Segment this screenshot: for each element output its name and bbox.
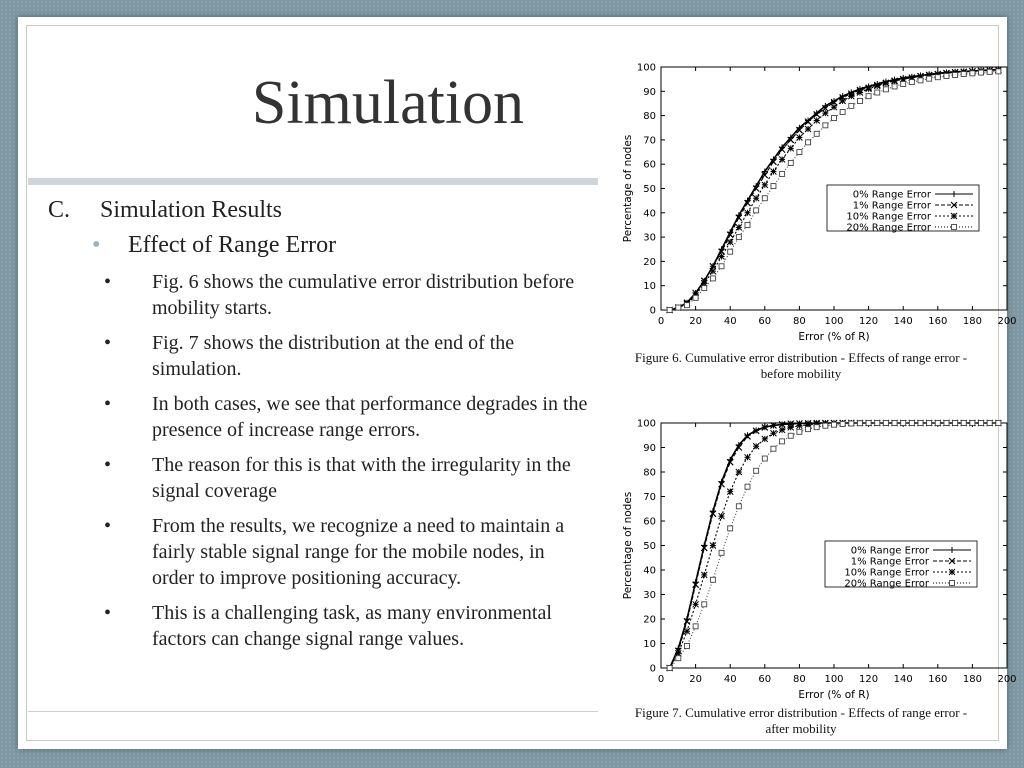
fig6-series-20pct-range-error-point (771, 184, 776, 189)
fig7-legend-label-1pct-range-error: 1% Range Error (850, 556, 929, 568)
fig6-series-20pct-range-error-point (736, 235, 741, 240)
bullet-item (48, 391, 588, 443)
figure-7 (595, 393, 1017, 737)
fig7-y-tick-label: 30 (643, 590, 656, 601)
figure-7-chart (595, 393, 1017, 705)
bullet-item (48, 269, 588, 321)
fig6-y-tick-label: 60 (643, 159, 656, 171)
fig6-series-10pct-range-error-point (753, 195, 759, 201)
fig6-series-20pct-range-error-point (832, 116, 837, 121)
fig7-series-20pct-range-error-point (771, 446, 776, 451)
fig6-y-axis-label: Percentage of nodes (622, 134, 634, 243)
fig6-legend-label-1pct-range-error: 1% Range Error (852, 200, 931, 212)
fig6-y-tick-label: 90 (643, 86, 656, 98)
fig7-series-20pct-range-error-point (745, 484, 750, 489)
fig7-series-10pct-range-error-point (779, 427, 785, 433)
section-heading (48, 197, 588, 224)
fig6-series-20pct-range-error-point (883, 87, 888, 92)
fig7-series-20pct-range-error-point (979, 421, 984, 426)
fig6-legend-label-0pct-range-error: 0% Range Error (852, 189, 931, 201)
fig6-series-10pct-range-error-point (788, 145, 794, 151)
fig7-x-tick-label: 100 (824, 674, 844, 685)
fig6-series-10pct-range-error-point (796, 134, 802, 140)
fig7-series-20pct-range-error-point (702, 602, 707, 607)
fig7-y-tick-label: 80 (643, 467, 656, 479)
fig6-x-tick-label: 100 (824, 316, 844, 327)
fig6-y-tick-label: 30 (643, 232, 656, 244)
bullet-glyph: • (104, 515, 112, 537)
fig6-series-10pct-range-error-point (727, 239, 733, 245)
fig7-series-20pct-range-error-point (866, 421, 871, 426)
fig6-series-20pct-range-error-point (814, 131, 819, 136)
fig7-series-10pct-range-error-point (719, 513, 725, 519)
section-number: C. (48, 197, 71, 223)
fig6-series-10pct-range-error-point (866, 86, 872, 92)
fig6-series-20pct-range-error-point (857, 99, 862, 104)
fig7-y-tick-label: 10 (643, 639, 656, 650)
fig6-series-20pct-range-error-point (849, 103, 854, 108)
fig7-series-10pct-range-error-point (770, 430, 776, 436)
fig6-series-20pct-range-error-point (676, 305, 681, 310)
fig6-x-tick-label: 0 (657, 316, 665, 327)
fig7-y-tick-label: 90 (643, 443, 656, 454)
fig6-series-20pct-range-error-point (927, 76, 932, 81)
fig7-series-20pct-range-error-point (754, 468, 759, 473)
title-divider (28, 178, 598, 185)
fig6-x-tick-label: 140 (893, 316, 913, 327)
fig7-series-20pct-range-error-point (797, 429, 802, 434)
fig7-series-20pct-range-error-point (849, 421, 854, 426)
fig7-y-tick-label: 20 (643, 614, 656, 626)
fig7-x-tick-label: 120 (859, 674, 879, 685)
bullet-text: This is a challenging task, as many environmental factors can change signal range values. (152, 602, 552, 650)
fig6-series-20pct-range-error-point (866, 94, 871, 99)
fig7-series-20pct-range-error-point (840, 421, 845, 426)
fig7-series-20pct-range-error-point (667, 666, 672, 671)
fig7-series-20pct-range-error-point (676, 656, 681, 661)
fig6-series-20pct-range-error-point (901, 82, 906, 87)
fig7-x-tick-label: 180 (962, 674, 982, 685)
fig6-series-10pct-range-error-point (857, 90, 863, 96)
bullet-glyph: • (104, 332, 112, 354)
fig7-series-20pct-range-error-point (719, 550, 724, 555)
fig7-series-10pct-range-error-point (736, 469, 742, 475)
fig6-x-tick-label: 180 (962, 316, 982, 327)
fig6-series-10pct-range-error-point (840, 98, 846, 104)
fig7-legend-label-20pct-range-error: 20% Range Error (844, 578, 929, 590)
fig7-series-10pct-range-error-point (745, 454, 751, 460)
fig6-series-20pct-range-error-point (754, 208, 759, 213)
fig7-y-tick-label: 70 (643, 492, 656, 503)
fig7-series-20pct-range-error-point (788, 433, 793, 438)
fig7-series-20pct-range-error-point (961, 421, 966, 426)
figure-7-caption-line1: Figure 7. Cumulative error distribution - Effects of range error - (634, 705, 968, 720)
fig6-series-20pct-range-error-point (762, 196, 767, 201)
fig6-series-20pct-range-error-point (728, 249, 733, 254)
fig6-series-20pct-range-error-point (788, 160, 793, 165)
fig7-series-20pct-range-error-point (684, 643, 689, 648)
fig7-series-10pct-range-error-point (693, 601, 699, 607)
fig7-series-20pct-range-error-point (970, 421, 975, 426)
fig7-series-20pct-range-error-point (935, 421, 940, 426)
fig7-series-20pct-range-error-point (944, 421, 949, 426)
fig6-series-20pct-range-error-point (702, 286, 707, 291)
figure-6-caption-line2: before mobility (760, 366, 842, 381)
fig6-series-10pct-range-error-point (770, 168, 776, 174)
fig6-x-tick-label: 40 (723, 316, 737, 327)
fig6-series-20pct-range-error-point (693, 295, 698, 300)
fig7-legend-label-0pct-range-error: 0% Range Error (850, 545, 929, 557)
fig7-series-20pct-range-error-point (996, 421, 1001, 426)
fig7-x-tick-label: 60 (758, 674, 772, 685)
fig6-series-20pct-range-error-point (892, 84, 897, 89)
fig7-x-tick-label: 160 (928, 674, 948, 685)
fig6-series-20pct-range-error-point (797, 150, 802, 155)
fig7-series-20pct-range-error-point (814, 425, 819, 430)
fig7-series-10pct-range-error-point (701, 572, 707, 578)
subsection-heading (48, 232, 588, 259)
fig7-series-20pct-range-error-point (909, 421, 914, 426)
fig6-x-tick-label: 60 (758, 316, 772, 327)
fig6-y-tick-label: 70 (643, 135, 656, 147)
fig6-x-tick-label: 120 (859, 316, 879, 327)
fig7-series-20pct-range-error-point (987, 421, 992, 426)
fig7-series-20pct-range-error-point (806, 427, 811, 432)
fig7-series-20pct-range-error-point (883, 421, 888, 426)
fig6-series-10pct-range-error-point (822, 110, 828, 116)
fig7-series-20pct-range-error-point (728, 526, 733, 531)
fig6-series-10pct-range-error-point (892, 78, 898, 84)
fig7-series-10pct-range-error-point (710, 543, 716, 549)
fig7-legend-marker-10pct-range-error (949, 569, 955, 575)
fig7-series-20pct-range-error-point (736, 504, 741, 509)
fig7-series-20pct-range-error-point (780, 439, 785, 444)
fig6-series-10pct-range-error-point (745, 210, 751, 216)
fig7-y-tick-label: 0 (649, 663, 656, 675)
fig7-series-20pct-range-error-point (710, 577, 715, 582)
fig7-y-tick-label: 50 (643, 541, 656, 552)
fig7-series-10pct-range-error-point (727, 489, 733, 495)
fig6-y-tick-label: 0 (649, 305, 656, 317)
fig7-series-10pct-range-error-point (753, 443, 759, 449)
fig6-series-10pct-range-error-point (779, 156, 785, 162)
bullet-item (48, 452, 588, 504)
fig7-series-20pct-range-error-point (832, 422, 837, 427)
fig6-series-10pct-range-error-point (719, 254, 725, 260)
fig6-series-10pct-range-error-point (831, 104, 837, 110)
bullet-glyph: • (104, 602, 112, 624)
bullet-glyph: • (104, 454, 112, 476)
fig6-series-10pct-range-error-point (883, 80, 889, 86)
fig7-series-10pct-range-error-point (684, 628, 690, 634)
fig7-series-20pct-range-error-point (892, 421, 897, 426)
figure-6-caption (595, 350, 1007, 382)
fig6-series-20pct-range-error-point (875, 90, 880, 95)
bullet-item (48, 330, 588, 382)
fig7-series-20pct-range-error-point (857, 421, 862, 426)
fig7-y-tick-label: 60 (643, 516, 656, 528)
figure-7-caption (595, 705, 1007, 737)
fig6-series-10pct-range-error-point (762, 182, 768, 188)
fig6-series-20pct-range-error-point (840, 109, 845, 114)
fig6-series-10pct-range-error-point (736, 224, 742, 230)
fig6-series-20pct-range-error-point (953, 73, 958, 78)
fig6-series-10pct-range-error-point (874, 83, 880, 89)
fig7-legend-marker-20pct-range-error (950, 581, 955, 586)
fig6-y-tick-label: 40 (643, 208, 656, 220)
fig6-series-20pct-range-error-point (780, 171, 785, 176)
fig6-series-20pct-range-error-point (961, 72, 966, 77)
bullet-text: In both cases, we see that performance degrades in the presence of increase range errors. (152, 393, 588, 441)
fig7-series-20pct-range-error-point (918, 421, 923, 426)
section-label: Simulation Results (100, 197, 283, 223)
fig6-series-20pct-range-error-point (987, 69, 992, 74)
fig7-y-tick-label: 40 (643, 565, 656, 577)
fig6-series-20pct-range-error-point (935, 75, 940, 80)
fig7-x-tick-label: 20 (689, 674, 702, 685)
slide-content (48, 197, 588, 661)
fig6-series-20pct-range-error-point (719, 264, 724, 269)
figure-7-caption-line2: after mobility (765, 721, 837, 736)
fig7-series-20pct-range-error-point (693, 624, 698, 629)
slide-title: Simulation (251, 69, 525, 137)
fig7-y-tick-label: 100 (636, 418, 656, 430)
fig6-y-tick-label: 100 (636, 62, 656, 74)
figure-6 (595, 40, 1017, 382)
slide (18, 17, 1017, 749)
fig7-series-20pct-range-error-point (901, 421, 906, 426)
fig6-x-tick-label: 80 (793, 316, 806, 327)
bullet-text: Fig. 6 shows the cumulative error distribution before mobility starts. (152, 271, 575, 319)
fig7-series-10pct-range-error-point (796, 423, 802, 429)
bullet-item (48, 600, 588, 652)
fig6-legend-label-20pct-range-error: 20% Range Error (846, 222, 931, 234)
fig7-series-20pct-range-error-point (927, 421, 932, 426)
fig6-series-20pct-range-error-point (823, 123, 828, 128)
fig7-series-20pct-range-error-point (762, 456, 767, 461)
fig7-series-20pct-range-error-point (953, 421, 958, 426)
fig7-series-20pct-range-error-point (875, 421, 880, 426)
fig6-x-tick-label: 20 (689, 316, 702, 327)
fig6-x-axis-label: Error (% of R) (798, 331, 870, 343)
figure-6-caption-line1: Figure 6. Cumulative error distribution - Effects of range error - (634, 350, 968, 365)
fig6-y-tick-label: 50 (643, 184, 656, 195)
fig7-x-axis-label: Error (% of R) (798, 689, 870, 701)
fig7-legend-label-10pct-range-error: 10% Range Error (844, 567, 929, 579)
fig6-legend-marker-20pct-range-error (952, 225, 957, 230)
fig6-y-tick-label: 10 (643, 281, 656, 293)
fig6-x-tick-label: 200 (997, 316, 1017, 327)
fig6-series-20pct-range-error-point (996, 69, 1001, 74)
fig7-x-tick-label: 80 (793, 674, 806, 685)
fig6-series-20pct-range-error-point (970, 71, 975, 76)
fig7-x-tick-label: 0 (657, 674, 665, 685)
subsection-bullet: • (92, 232, 101, 258)
fig6-legend-marker-10pct-range-error (951, 213, 957, 219)
fig6-legend-label-10pct-range-error: 10% Range Error (846, 211, 931, 223)
fig6-x-tick-label: 160 (928, 316, 948, 327)
bullet-glyph: • (104, 271, 112, 293)
bullet-text: From the results, we recognize a need to maintain a fairly stable signal range for the mobile nodes, in order to improve positioning accuracy. (152, 515, 565, 589)
fig6-series-20pct-range-error-point (806, 140, 811, 145)
bullet-glyph: • (104, 393, 112, 415)
fig7-x-tick-label: 40 (723, 674, 737, 685)
footer-divider (28, 711, 598, 712)
fig6-series-20pct-range-error-point (684, 303, 689, 308)
fig6-y-tick-label: 20 (643, 256, 656, 268)
fig7-series-20pct-range-error-point (823, 423, 828, 428)
figure-6-chart (595, 40, 1017, 350)
bullet-text: Fig. 7 shows the distribution at the end of the simulation. (152, 332, 515, 380)
fig6-series-10pct-range-error-point (805, 126, 811, 132)
fig6-series-10pct-range-error-point (848, 93, 854, 99)
fig6-series-20pct-range-error-point (745, 222, 750, 227)
fig7-series-10pct-range-error-point (762, 436, 768, 442)
fig6-series-20pct-range-error-point (944, 73, 949, 78)
fig6-series-10pct-range-error-point (710, 268, 716, 274)
fig6-series-10pct-range-error-point (814, 117, 820, 123)
bullet-list (48, 269, 588, 652)
fig6-y-tick-label: 80 (643, 111, 656, 123)
bullet-text: The reason for this is that with the irregularity in the signal coverage (152, 454, 571, 502)
fig6-series-20pct-range-error-point (979, 70, 984, 75)
fig7-series-10pct-range-error-point (788, 424, 794, 430)
subsection-label: Effect of Range Error (128, 232, 337, 258)
fig7-y-axis-label: Percentage of nodes (622, 491, 634, 600)
fig7-x-tick-label: 200 (997, 674, 1017, 685)
fig6-series-20pct-range-error-point (667, 308, 672, 313)
fig6-series-20pct-range-error-point (710, 276, 715, 281)
fig6-series-20pct-range-error-point (918, 78, 923, 83)
fig7-x-tick-label: 140 (893, 674, 913, 685)
fig6-series-20pct-range-error-point (909, 80, 914, 85)
bullet-item (48, 513, 588, 591)
